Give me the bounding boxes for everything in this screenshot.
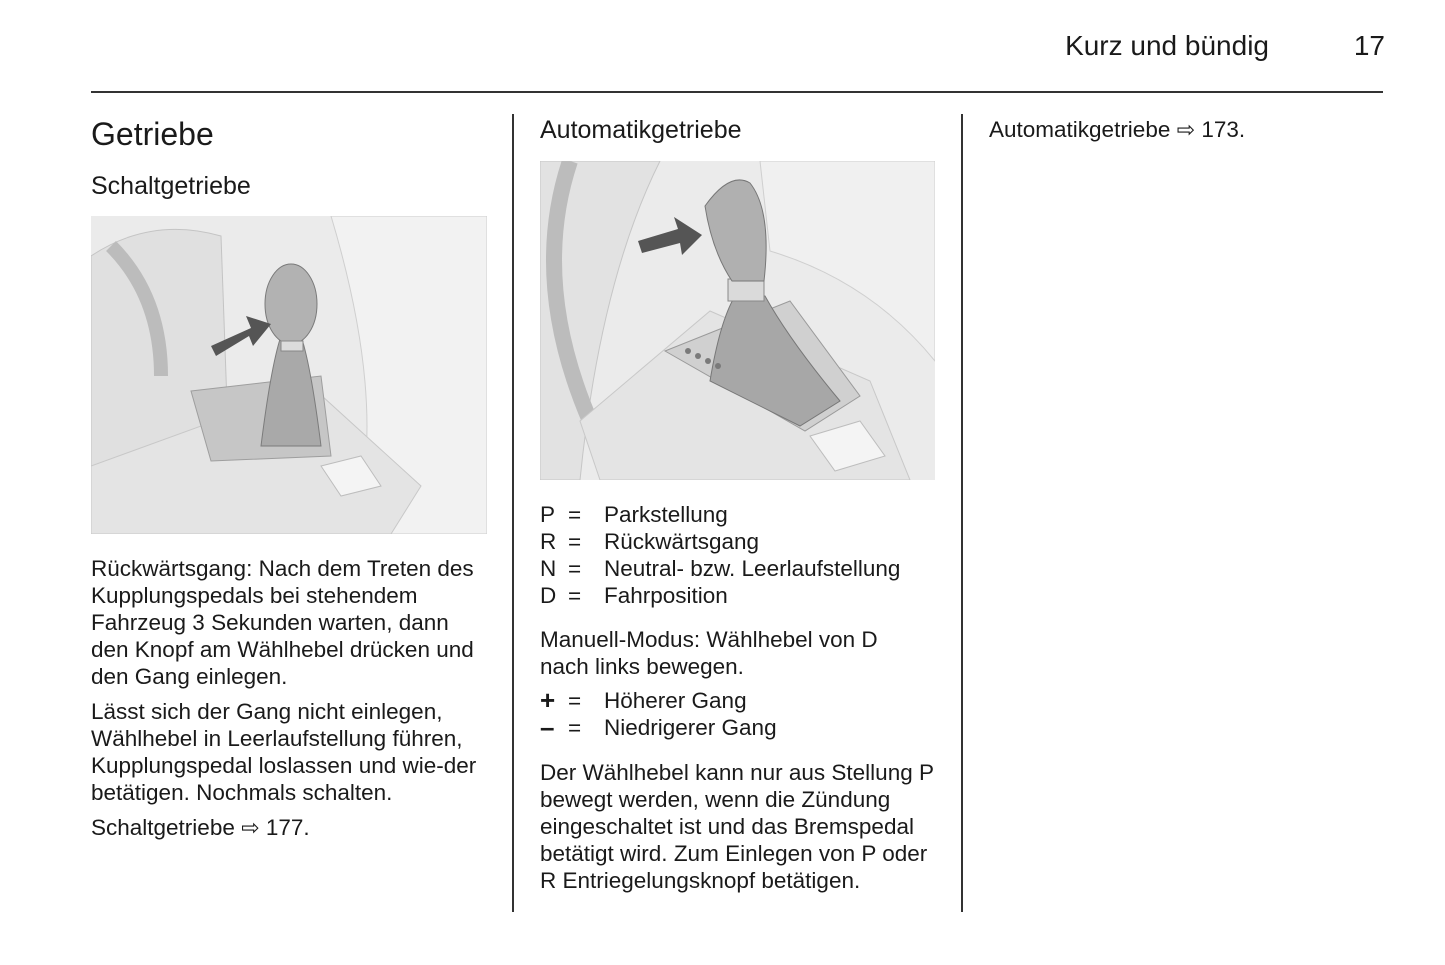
header-rule <box>91 91 1383 93</box>
xref-arrow-icon: ⇨ <box>241 815 260 840</box>
minus-icon: – <box>540 712 555 742</box>
xref-page: 177. <box>265 815 310 840</box>
page-number: 17 <box>1353 30 1385 61</box>
manual-mode-paragraph: Manuell-Modus: Wählhebel von D nach links bewegen. <box>540 627 878 679</box>
column-divider-2 <box>961 114 963 912</box>
automatic-gear-lever-illustration <box>540 161 935 480</box>
xref-arrow-icon: ⇨ <box>1176 117 1196 142</box>
manual-transmission-heading: Schaltgetriebe <box>91 172 251 200</box>
upshift-row: + = Höherer Gang <box>540 685 747 715</box>
position-row-r: R = Rückwärtsgang <box>540 529 760 554</box>
manual-xref[interactable] <box>91 814 491 841</box>
downshift-row: – = Niedrigerer Gang <box>540 712 777 742</box>
manual-gear-lever-illustration <box>91 216 487 534</box>
gear-positions-list <box>540 501 940 609</box>
gear-fail-paragraph: Lässt sich der Gang nicht einlegen, Wählhebel in Leerlaufstellung führen, Kupplungspedal loslassen und wie-der betätigen. Nochmals schalten. <box>91 699 477 805</box>
section-heading: Getriebe <box>91 116 214 152</box>
reverse-gear-paragraph: Rückwärtsgang: Nach dem Treten des Kupplungspedals bei stehendem Fahrzeug 3 Sekunden warten, dann den Knopf am Wählhebel drücken und den Gang einlegen. <box>91 556 474 689</box>
xref-label: Automatikgetriebe <box>989 117 1171 142</box>
column-divider-1 <box>512 114 514 912</box>
manual-mode-list <box>540 687 940 741</box>
position-row-d: D = Fahrposition <box>540 583 728 608</box>
xref-label: Schaltgetriebe <box>91 815 235 840</box>
position-row-p: P = Parkstellung <box>540 502 728 527</box>
position-row-n: N = Neutral- bzw. Leerlaufstellung <box>540 556 901 581</box>
automatic-xref[interactable] <box>989 116 1245 143</box>
plus-icon: + <box>540 685 556 715</box>
lever-note-paragraph: Der Wählhebel kann nur aus Stellung P bewegt werden, wenn die Zündung eingeschaltet ist und das Bremspedal betätigt wird. Zum Einlegen von P oder R Entriegelungsknopf betätigen. <box>540 760 934 893</box>
xref-page: 173. <box>1201 117 1246 142</box>
automatic-transmission-heading: Automatikgetriebe <box>540 116 742 144</box>
running-header-title: Kurz und bündig <box>1065 30 1269 61</box>
manual-text-block <box>91 555 491 849</box>
